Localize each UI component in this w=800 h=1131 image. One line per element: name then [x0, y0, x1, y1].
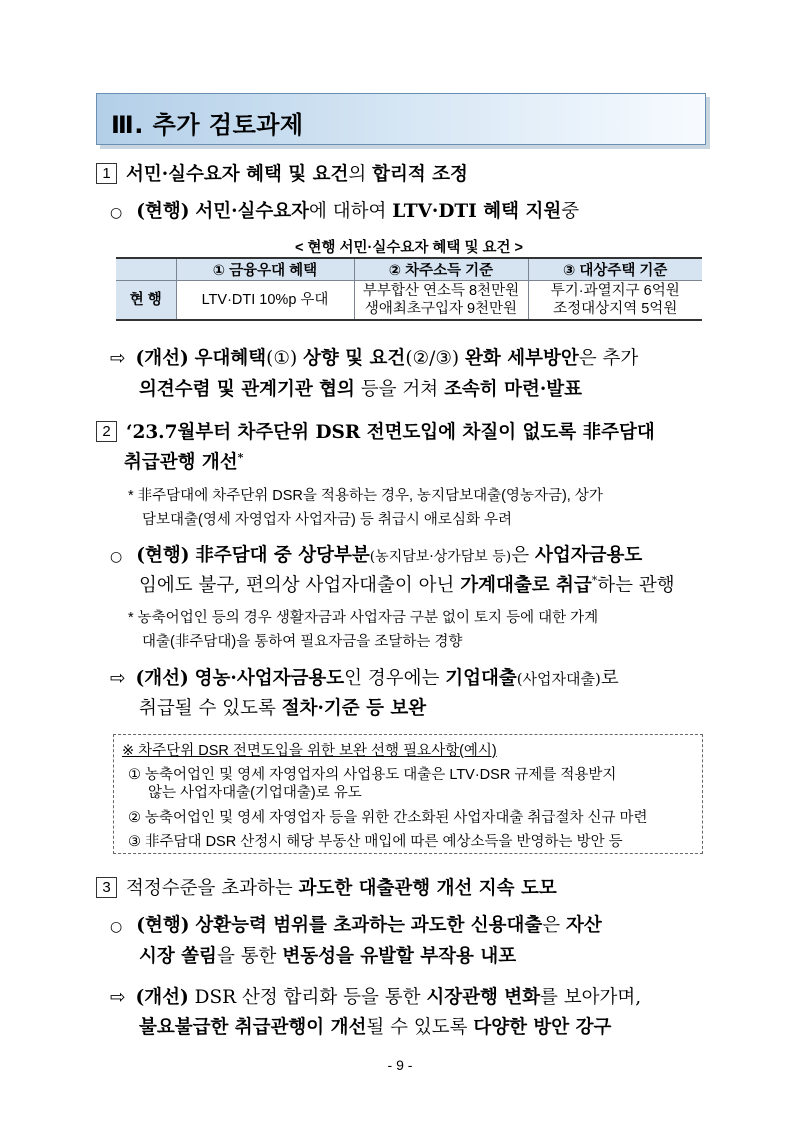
footnote-1: * 非주담대에 차주단위 DSR을 적용하는 경우, 농지담보대출(영농자금), 상가 — [128, 488, 603, 504]
footnote-2-cont: 대출(非주담대)을 통하여 필요자금을 조달하는 경향 — [142, 634, 463, 650]
item1-current: ○ (현행) 서민·실수요자에 대하여 LTV·DTI 혜택 지원중 — [110, 201, 580, 222]
prerequisites-box — [113, 734, 703, 854]
item3-improvement: ⇨ (개선) DSR 산정 합리화 등을 통한 시장관행 변화를 보아가며, — [110, 987, 642, 1008]
prerequisite-3: ③ 非주담대 DSR 산정시 해당 부동산 매입에 따른 예상소득을 반영하는 방안 등 — [128, 834, 623, 850]
table-header-cell: ③ 대상주택 기준 — [528, 258, 702, 281]
item2-improvement: ⇨ (개선) 영농·사업자금용도인 경우에는 기업대출(사업자대출)로 — [110, 668, 619, 689]
prerequisite-1: ① 농축어업인 및 영세 자영업자의 사업용도 대출은 LTV·DSR 규제를 적용받지 — [128, 767, 617, 783]
item3-current-cont: 시장 쏠림을 통한 변동성을 유발할 부작용 내포 — [139, 946, 517, 967]
table-header-cell: ② 차주소득 기준 — [354, 258, 528, 281]
table-header-cell — [116, 258, 176, 281]
item2-title-cont: 취급관행 개선* — [124, 450, 244, 473]
item2-current-cont: 임에도 불구, 편의상 사업자대출이 아닌 가계대출로 취급*하는 관행 — [139, 573, 675, 596]
table-cell-income: 부부합산 연소득 8천만원 생애최초구입자 9천만원 — [354, 281, 528, 321]
prerequisites-title: ※ 차주단위 DSR 전면도입을 위한 보완 선행 필요사항(예시) — [122, 743, 497, 759]
prerequisite-1-cont: 않는 사업자대출(기업대출)로 유도 — [148, 785, 362, 801]
item2-title: 2 ‘23.7월부터 차주단위 DSR 전면도입에 차질이 없도록 非주담대 — [96, 418, 655, 444]
item1-improvement-cont: 의견수렴 및 관계기관 협의 등을 거쳐 조속히 마련·발표 — [139, 379, 583, 400]
section-title: Ⅲ. 추가 검토과제 — [111, 111, 304, 139]
table-header-row — [116, 258, 702, 281]
item1-title: 1 서민·실수요자 혜택 및 요건의 합리적 조정 — [96, 160, 468, 186]
item2-current: ○ (현행) 非주담대 중 상당부분(농지담보·상가담보 등)은 사업자금용도 — [110, 545, 643, 566]
item2-improvement-cont: 취급될 수 있도록 절차·기준 등 보완 — [139, 698, 427, 719]
table-caption: < 현행 서민·실수요자 혜택 및 요건 > — [294, 240, 524, 256]
item3-title: 3 적정수준을 초과하는 과도한 대출관행 개선 지속 도모 — [96, 874, 557, 900]
prerequisite-2: ② 농축어업인 및 영세 자영업자 등을 위한 간소화된 사업자대출 취급절차 신규 마련 — [128, 810, 648, 826]
item3-number-box: 3 — [96, 877, 117, 898]
table-header-cell: ① 금융우대 혜택 — [176, 258, 354, 281]
requirements-table — [116, 257, 702, 321]
table-row-label: 현 행 — [116, 281, 176, 321]
section-header — [96, 93, 706, 145]
footnote-1-cont: 담보대출(영세 자영업자 사업자금) 등 취급시 애로심화 우려 — [142, 512, 512, 528]
table-row — [116, 281, 702, 321]
item1-number-box: 1 — [96, 163, 117, 184]
page-number: - 9 - — [387, 1057, 413, 1073]
table-cell-benefit: LTV·DTI 10%p 우대 — [176, 281, 354, 321]
footnote-2: * 농축어업인 등의 경우 생활자금과 사업자금 구분 없이 토지 등에 대한 가계 — [128, 610, 599, 626]
item3-current: ○ (현행) 상환능력 범위를 초과하는 과도한 신용대출은 자산 — [110, 915, 602, 936]
item2-number-box: 2 — [96, 421, 117, 442]
item3-improvement-cont: 불요불급한 취급관행이 개선될 수 있도록 다양한 방안 강구 — [139, 1017, 612, 1038]
item1-improvement: ⇨ (개선) 우대혜택(①) 상향 및 요건(②/③) 완화 세부방안은 추가 — [110, 348, 639, 369]
table-cell-housing: 투기·과열지구 6억원 조정대상지역 5억원 — [528, 281, 702, 321]
